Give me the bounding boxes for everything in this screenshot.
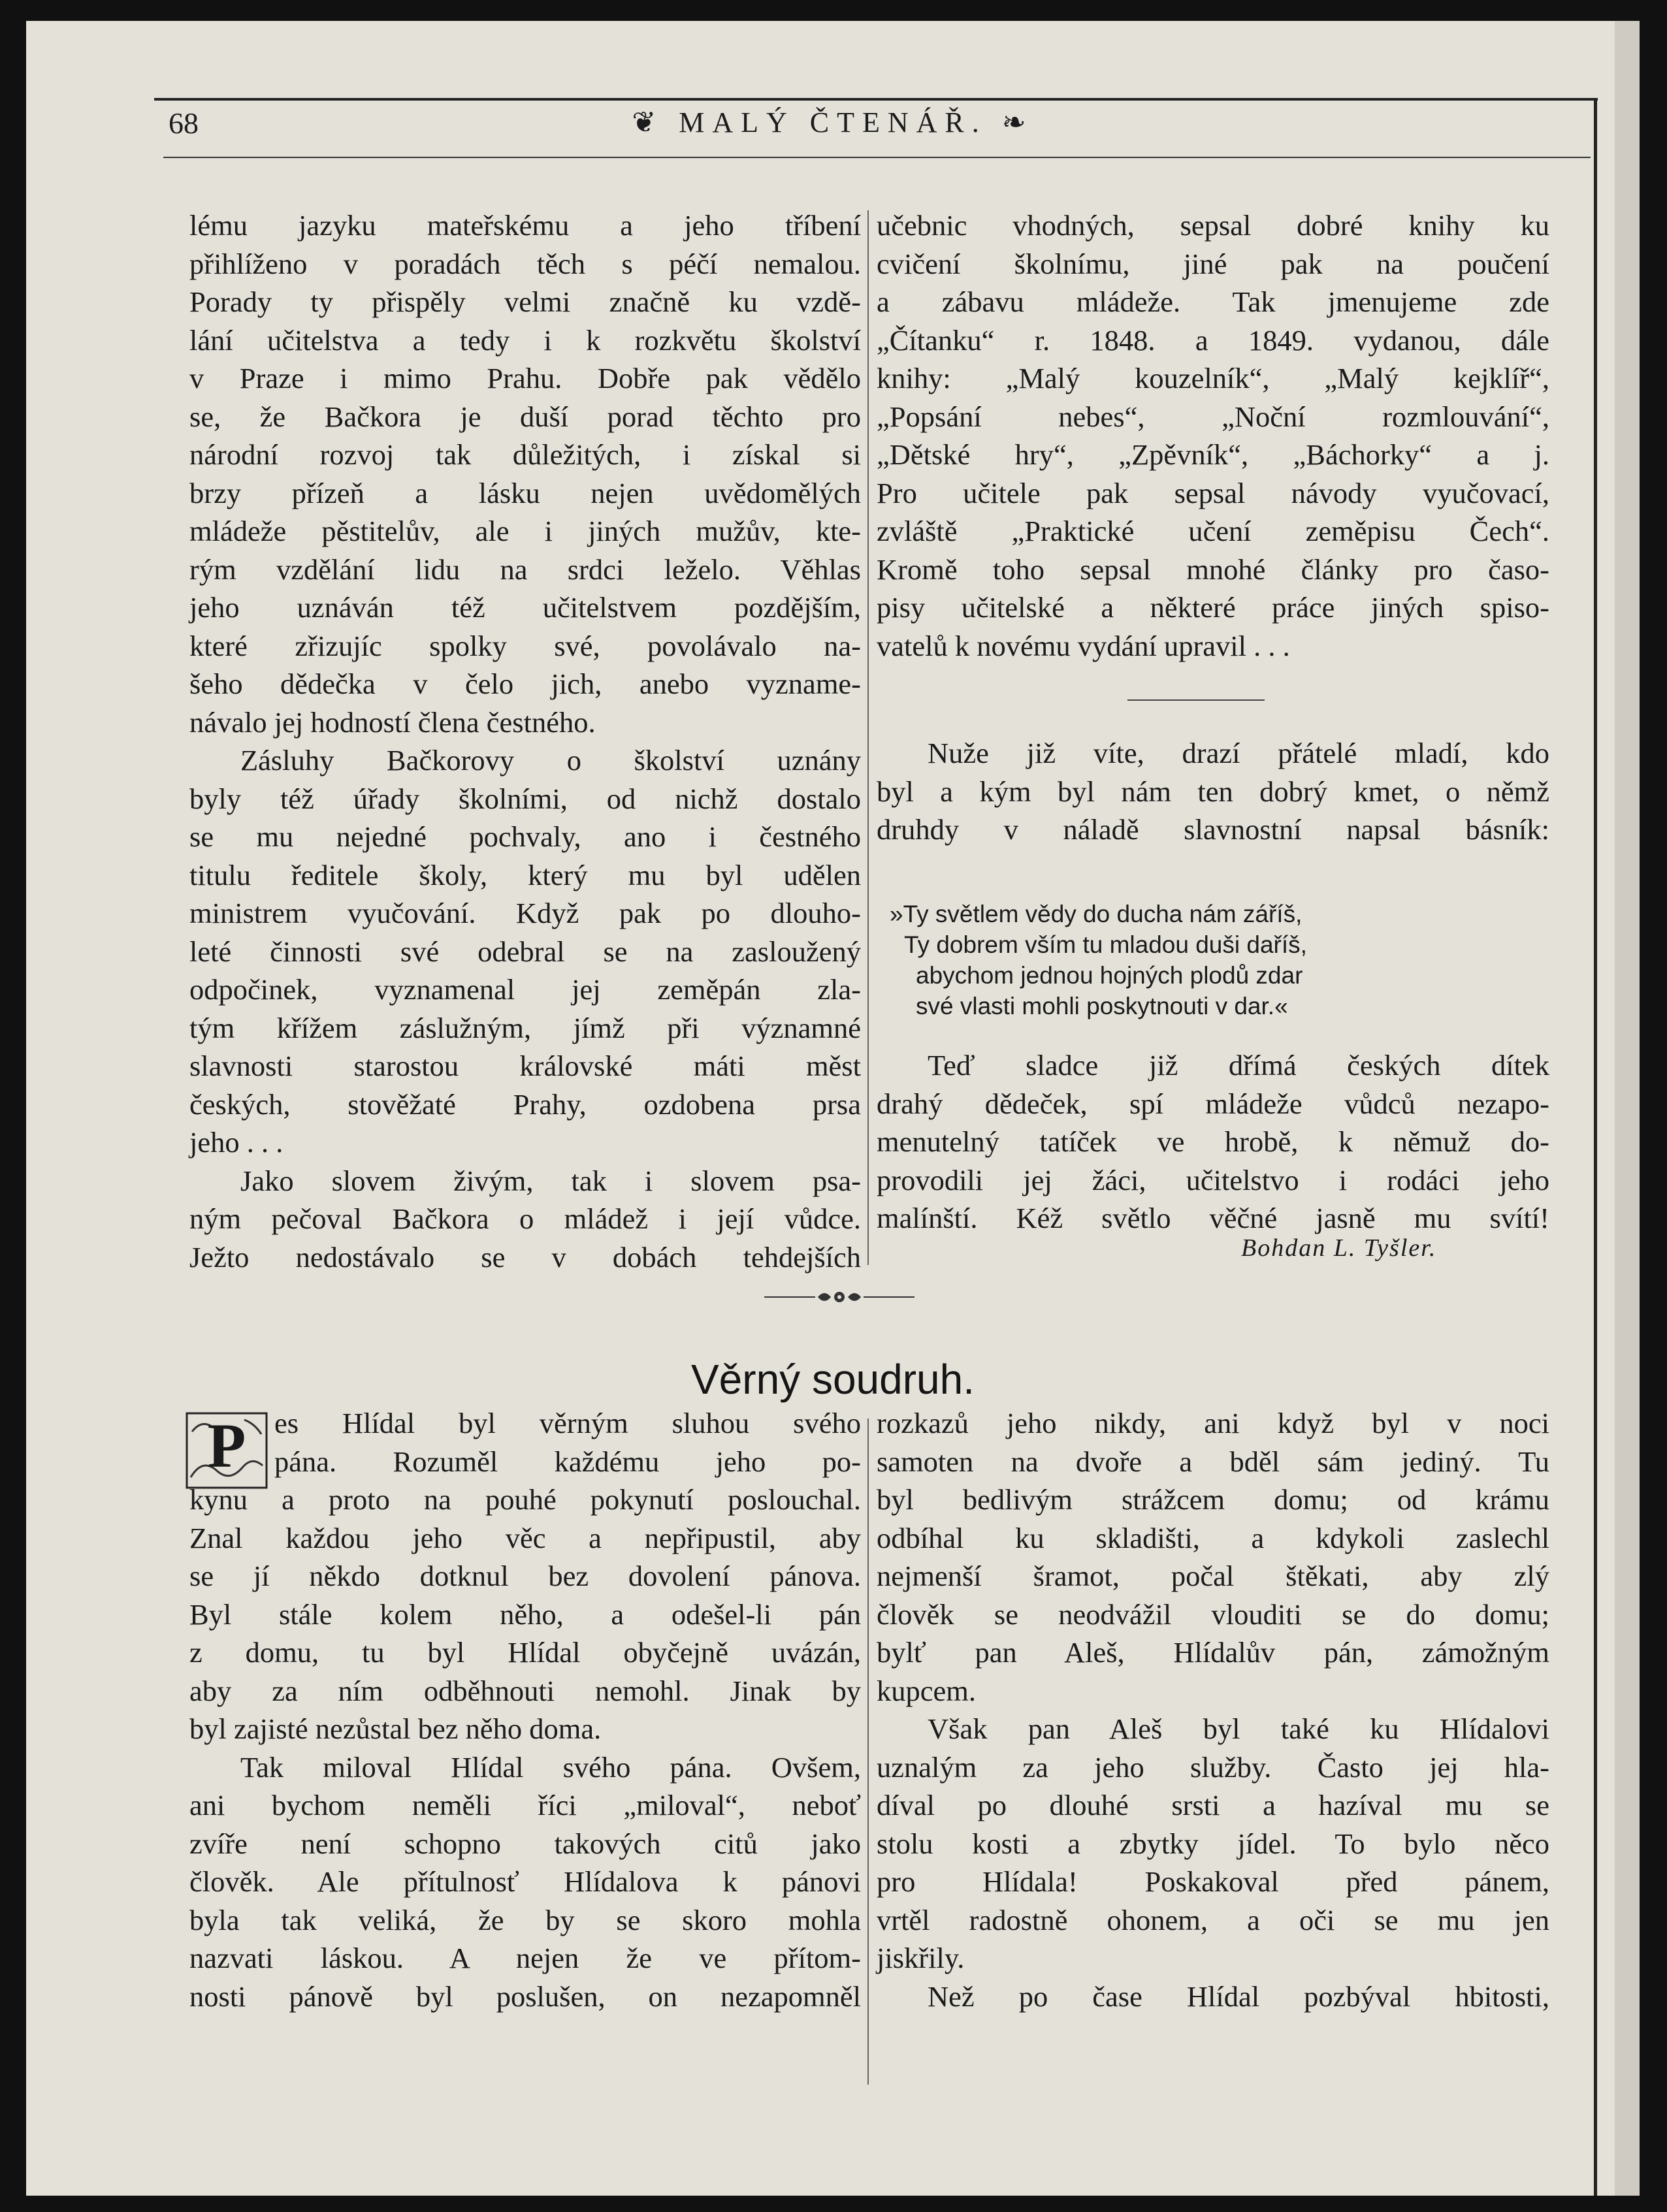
text-line: brzy přízeň a lásku nejen uvědomělých [189,476,861,509]
upper-left-column [189,206,861,1276]
text-line: druhdy v náladě slavnostní napsal básník: [877,813,1549,846]
text-line: odbíhal ku skladišti, a kdykoli zaslechl [877,1521,1549,1554]
page-edge [1615,21,1640,2196]
text-line: bylť pan Aleš, Hlídalův pán, zámožným [877,1636,1549,1669]
running-title-text: MALÝ ČTENÁŘ. [679,106,987,138]
text-line: uznalým za jeho služby. Často jej hla- [877,1750,1549,1784]
text-line: menutelný tatíček ve hrobě, k němuž do- [877,1125,1549,1158]
text-line: byl a kým byl nám ten dobrý kmet, o němž [877,775,1549,808]
story-title: Věrný soudruh. [690,1356,975,1403]
text-line: es Hlídal byl věrným sluhou svého [274,1407,861,1439]
text-line: pro Hlídala! Poskakoval před pánem, [877,1865,1549,1898]
poem-quote [890,899,1307,1021]
drop-cap-letter: P [207,1412,246,1481]
text-line: lání učitelstva a tedy i k rozkvětu školství [189,323,861,357]
text-line: tým křížem záslužným, jímž při významné [189,1011,861,1044]
text-line: se, že Bačkora je duší porad těchto pro [189,400,861,433]
text-line: návalo jej hodností člena čestného. [189,705,596,739]
text-line: ministrem vyučování. Když pak po dlouho- [189,897,861,929]
text-line: ným pečoval Bačkora o mládež i její vůdce. [189,1202,861,1235]
frame-right-border [1594,98,1597,2196]
text-line: Než po čase Hlídal pozbýval hbitosti, [928,1980,1549,2013]
text-line: jeho . . . [189,1126,283,1159]
text-line: nejmenší šramot, počal štěkati, aby zlý [877,1560,1549,1592]
text-line: byly též úřady školními, od nichž dostalo [189,782,861,815]
text-line: „Popsání nebes“, „Noční rozmlouvání“, [877,400,1549,433]
text-line: v Praze i mimo Prahu. Dobře pak vědělo [189,362,861,394]
text-line: aby za ním odběhnouti nemohl. Jinak by [189,1674,861,1707]
lower-left-column [189,1404,861,2015]
header-ornament-right-icon: ❧ [986,106,1034,138]
text-line: slavnosti starostou královské máti měst [189,1050,861,1082]
text-line: a zábavu mládeže. Tak jmenujeme zde [877,285,1549,318]
text-line: odpočinek, vyznamenal jej zeměpán zla- [189,973,861,1006]
text-line: vrtěl radostně ohonem, a oči se mu jen [877,1903,1549,1936]
text-line: zvíře není schopno takových citů jako [189,1827,861,1860]
section-rule [1127,699,1265,701]
column-divider-top [867,210,869,1265]
text-line: „Dětské hry“, „Zpěvník“, „Báchorky“ a j. [877,438,1549,471]
text-line: Ježto nedostávalo se v dobách tehdejších [189,1240,861,1274]
text-line: člověk. Ale přítulnosť Hlídalova k pánovi [189,1865,861,1898]
column-divider-bottom [867,1419,869,2085]
text-line: vatelů k novému vydání upravil . . . [877,629,1290,662]
text-line: lému jazyku mateřskému a jeho tříbení [189,209,861,242]
text-line: pisy učitelské a některé práce jiných spiso- [877,591,1549,624]
header-rule [163,157,1591,158]
text-line: národní rozvoj tak důležitých, i získal si [189,438,861,471]
text-line: rozkazů jeho nikdy, ani když byl v noci [877,1407,1549,1439]
text-line: malínští. Kéž světlo věčné jasně mu svítí! [877,1202,1549,1234]
text-line: nosti pánově byl poslušen, on nezapomněl [189,1980,861,2013]
text-line: českých, stověžaté Prahy, ozdobena prsa [189,1087,861,1121]
text-line: mládeže pěstitelův, ale i jiných mužův, kte- [189,515,861,547]
text-line: Znal každou jeho věc a nepřipustil, aby [189,1521,861,1554]
text-line: člověk se neodvážil vlouditi se do domu; [877,1597,1549,1631]
poem-line: abychom jednou hojných plodů zdar [916,962,1303,989]
text-line: Nuže již víte, drazí přátelé mladí, kdo [928,737,1549,769]
text-line: se jí někdo dotknul bez dovolení pánova. [189,1560,861,1592]
text-line: drahý dědeček, spí mládeže vůdců nezapo- [877,1087,1549,1120]
section-ornament-icon [764,1284,914,1310]
frame-top-border [154,98,1598,101]
running-title [26,106,1640,139]
text-line: pána. Rozuměl každému jeho po- [274,1445,861,1478]
text-line: ani bychom neměli říci „miloval“, neboť [189,1789,861,1821]
text-line: byla tak veliká, že by se skoro mohla [189,1903,861,1936]
text-line: šeho dědečka v čelo jich, anebo vyzname- [189,667,861,700]
text-line: knihy: „Malý kouzelník“, „Malý kejklíř“, [877,362,1549,394]
closing-paragraph [877,1046,1549,1238]
header-ornament-left-icon: ❦ [632,106,679,138]
poem-line: své vlasti mohli poskytnouti v dar.« [916,993,1288,1019]
text-line: jiskřily. [877,1942,965,1974]
text-line: Teď sladce již dřímá českých dítek [928,1049,1549,1082]
author-signature: Bohdan L. Tyšler. [1241,1234,1437,1262]
intro-paragraph [877,734,1549,849]
poem-line: Ty dobrem vším tu mladou duši daříš, [904,931,1307,958]
upper-right-column [877,206,1549,665]
text-line: Jako slovem živým, tak i slovem psa- [240,1164,861,1197]
text-line: z domu, tu byl Hlídal obyčejně uvázán, [189,1636,861,1669]
text-line: Porady ty přispěly velmi značně ku vzdě- [189,285,861,318]
page-number: 68 [169,106,199,140]
poem-line: »Ty světlem vědy do ducha nám záříš, [890,901,1303,927]
text-line: titulu ředitele školy, který mu byl udělen [189,858,861,891]
text-line: Zásluhy Bačkorovy o školství uznány [240,744,861,777]
text-line: leté činnosti své odebral se na zasloužený [189,935,861,968]
text-line: „Čítanku“ r. 1848. a 1849. vydanou, dále [877,323,1549,357]
text-line: které zřizujíc spolky své, povolávalo na- [189,629,861,662]
text-line: kupcem. [877,1674,976,1707]
text-line: Tak miloval Hlídal svého pána. Ovšem, [240,1750,861,1784]
text-line: jeho uznáván též učitelstvem pozdějším, [189,591,861,624]
text-line: učebnic vhodných, sepsal dobré knihy ku [877,209,1549,242]
text-line: přihlíženo v poradách těch s péčí nemalou. [189,247,861,280]
text-line: stolu kosti a zbytky jídel. To bylo něco [877,1827,1549,1860]
text-line: byl bedlivým strážcem domu; od krámu [877,1483,1549,1516]
text-line: samoten na dvoře a bděl sám jediný. Tu [877,1445,1549,1478]
lower-right-column [877,1404,1549,2015]
text-line: Však pan Aleš byl také ku Hlídalovi [928,1712,1549,1745]
book-page [26,21,1640,2196]
text-line: se mu nejedné pochvaly, ano i čestného [189,820,861,853]
text-line: díval po dlouhé srsti a hazíval mu se [877,1789,1549,1821]
text-line: nazvati láskou. A nejen že ve přítom- [189,1942,861,1974]
text-line: byl zajisté nezůstal bez něho doma. [189,1712,602,1745]
text-line: provodili jej žáci, učitelstvo i rodáci jeho [877,1163,1549,1196]
text-line: Byl stále kolem něho, a odešel-li pán [189,1597,861,1631]
text-line: zvláště „Praktické učení zeměpisu Čech“. [877,515,1549,547]
text-line: rým vzdělání lidu na srdci leželo. Věhlas [189,553,861,586]
text-line: cvičení školnímu, jiné pak na poučení [877,247,1549,280]
text-line: kynu a proto na pouhé pokynutí poslouchal. [189,1483,861,1516]
text-line: Kromě toho sepsal mnohé články pro časo- [877,553,1549,586]
text-line: Pro učitele pak sepsal návody vyučovací, [877,476,1549,509]
